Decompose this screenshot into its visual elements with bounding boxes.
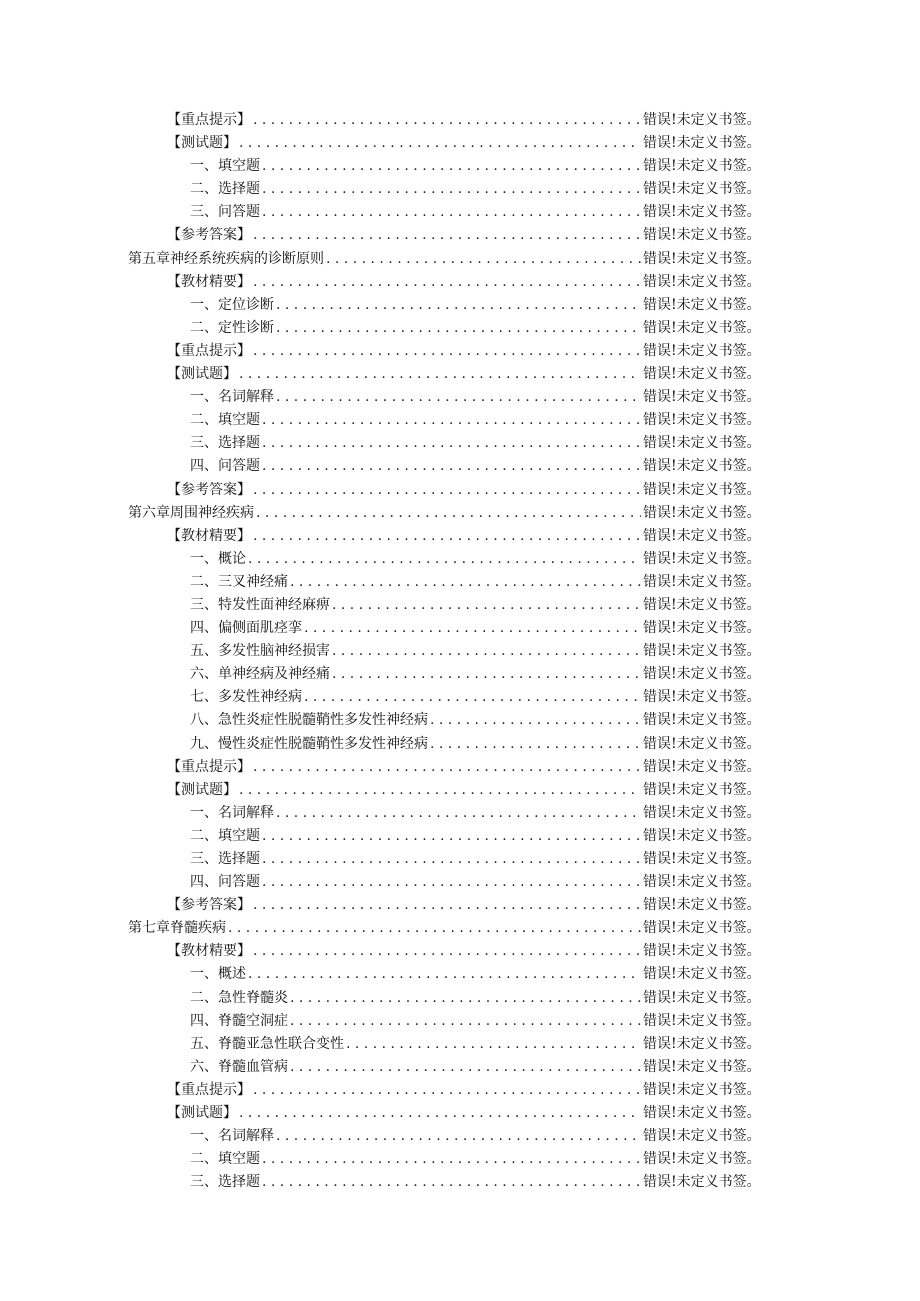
toc-entry[interactable]: [0, 779, 766, 802]
toc-entry[interactable]: [0, 109, 766, 132]
toc-entry-label: 七、多发性神经病: [190, 689, 302, 706]
toc-entry[interactable]: [0, 594, 766, 617]
toc-page-reference: 错误!未定义书签。: [643, 250, 761, 267]
toc-dot-leader: [276, 802, 641, 825]
toc-page-reference: 错误!未定义书签。: [643, 204, 761, 221]
toc-entry[interactable]: [0, 686, 766, 709]
toc-page-reference: 错误!未定义书签。: [643, 366, 761, 383]
toc-dot-leader: [290, 1056, 641, 1079]
toc-entry-label: 一、概述: [190, 966, 246, 983]
toc-page-reference: 错误!未定义书签。: [643, 943, 761, 960]
toc-page-reference: 错误!未定义书签。: [643, 481, 761, 498]
toc-dot-leader: [248, 548, 641, 571]
toc-dot-leader: [253, 271, 641, 294]
toc-entry[interactable]: [0, 802, 766, 825]
toc-entry[interactable]: [0, 571, 766, 594]
toc-page-reference: 错误!未定义书签。: [643, 112, 761, 128]
toc-entry-label: 二、急性脊髓炎: [190, 989, 288, 1006]
toc-entry-label: 【参考答案】: [167, 227, 251, 244]
toc-entry[interactable]: [0, 132, 766, 155]
toc-page-reference: 错误!未定义书签。: [643, 319, 761, 336]
toc-entry-label: 一、填空题: [190, 158, 260, 175]
toc-entry-label: 三、选择题: [190, 435, 260, 452]
toc-entry-list: [0, 109, 766, 1194]
toc-page-reference: 错误!未定义书签。: [643, 620, 761, 637]
toc-entry-label: 【测试题】: [167, 135, 237, 152]
toc-entry-label: 【参考答案】: [167, 897, 251, 914]
toc-dot-leader: [262, 178, 641, 201]
toc-dot-leader: [262, 871, 641, 894]
toc-dot-leader: [262, 848, 641, 871]
toc-entry[interactable]: [0, 1079, 766, 1102]
toc-entry-label: 【测试题】: [167, 1105, 237, 1122]
toc-dot-leader: [276, 1125, 641, 1148]
toc-entry[interactable]: [0, 224, 766, 247]
toc-entry[interactable]: [0, 294, 766, 317]
toc-entry-label: 一、名词解释: [190, 1128, 274, 1145]
toc-entry-label: 【测试题】: [167, 781, 237, 798]
toc-entry[interactable]: [0, 178, 766, 201]
toc-entry-label: 二、填空题: [190, 412, 260, 429]
toc-dot-leader: [304, 617, 641, 640]
toc-entry[interactable]: [0, 709, 766, 732]
toc-entry[interactable]: [0, 155, 766, 178]
toc-page-reference: 错误!未定义书签。: [643, 1128, 761, 1145]
toc-entry-label: 二、三叉神经痛: [190, 573, 288, 590]
toc-dot-leader: [262, 155, 641, 178]
toc-dot-leader: [248, 963, 641, 986]
toc-dot-leader: [253, 525, 641, 548]
toc-dot-leader: [239, 1102, 641, 1125]
toc-entry[interactable]: [0, 617, 766, 640]
toc-page-reference: 错误!未定义书签。: [643, 1174, 761, 1191]
toc-page-reference: 错误!未定义书签。: [643, 827, 761, 844]
toc-page-reference: 错误!未定义书签。: [643, 989, 761, 1006]
toc-entry-label: 二、填空题: [190, 1151, 260, 1168]
toc-page-reference: 错误!未定义书签。: [643, 1105, 761, 1122]
toc-page-reference: 错误!未定义书签。: [643, 1012, 761, 1029]
toc-page-reference: 错误!未定义书签。: [643, 712, 761, 729]
toc-page-reference: 错误!未定义书签。: [643, 851, 761, 867]
toc-entry-label: 三、选择题: [190, 851, 260, 867]
toc-dot-leader: [253, 224, 641, 247]
toc-dot-leader: [276, 386, 641, 409]
toc-entry-label: 【参考答案】: [167, 481, 251, 498]
toc-entry[interactable]: [0, 432, 766, 455]
toc-entry-label: 三、选择题: [190, 1174, 260, 1191]
toc-dot-leader: [276, 317, 641, 340]
toc-entry[interactable]: [0, 940, 766, 963]
toc-entry[interactable]: [0, 894, 766, 917]
toc-page-reference: 错误!未定义书签。: [643, 666, 761, 683]
toc-entry-label: 四、脊髓空洞症: [190, 1012, 288, 1029]
toc-entry-label: 三、特发性面神经麻痹: [190, 596, 330, 613]
toc-entry-label: 【重点提示】: [167, 1081, 251, 1098]
toc-dot-leader: [253, 756, 641, 779]
toc-entry[interactable]: [0, 756, 766, 779]
toc-entry-label: 一、定位诊断: [190, 296, 274, 313]
toc-page-reference: 错误!未定义书签。: [643, 897, 761, 914]
toc-dot-leader: [262, 455, 641, 478]
toc-entry[interactable]: [0, 917, 766, 940]
toc-entry[interactable]: [0, 1033, 766, 1056]
toc-dot-leader: [253, 1079, 641, 1102]
toc-entry-label: 六、单神经病及神经痛: [190, 666, 330, 683]
toc-page-reference: 错误!未定义书签。: [643, 158, 761, 175]
toc-entry-label: 二、定性诊断: [190, 319, 274, 336]
toc-dot-leader: [228, 917, 641, 940]
toc-page-reference: 错误!未定义书签。: [643, 227, 761, 244]
toc-entry-label: 【重点提示】: [167, 342, 251, 359]
toc-dot-leader: [332, 640, 641, 663]
toc-dot-leader: [253, 340, 641, 363]
toc-entry[interactable]: [0, 1125, 766, 1148]
toc-entry[interactable]: [0, 1056, 766, 1079]
toc-entry[interactable]: [0, 640, 766, 663]
toc-entry-label: 一、名词解释: [190, 389, 274, 406]
toc-dot-leader: [239, 363, 641, 386]
toc-page-reference: 错误!未定义书签。: [643, 1081, 761, 1098]
toc-dot-leader: [262, 409, 641, 432]
toc-entry-label: 四、偏侧面肌痉挛: [190, 620, 302, 637]
toc-entry[interactable]: [0, 1148, 766, 1171]
toc-entry-label: 【教材精要】: [167, 273, 251, 290]
toc-page-reference: 错误!未定义书签。: [643, 273, 761, 290]
toc-dot-leader: [262, 1171, 641, 1194]
toc-dot-leader: [276, 294, 641, 317]
toc-entry[interactable]: [0, 1171, 766, 1194]
toc-page-reference: 错误!未定义书签。: [643, 135, 761, 152]
toc-entry-label: 五、脊髓亚急性联合变性: [190, 1035, 344, 1052]
toc-page-reference: 错误!未定义书签。: [643, 1151, 761, 1168]
toc-entry[interactable]: [0, 479, 766, 502]
toc-entry-label: 【测试题】: [167, 366, 237, 383]
toc-entry[interactable]: [0, 733, 766, 756]
toc-page-reference: 错误!未定义书签。: [643, 389, 761, 406]
toc-entry[interactable]: [0, 963, 766, 986]
toc-dot-leader: [304, 686, 641, 709]
toc-page-reference: 错误!未定义书签。: [643, 643, 761, 660]
toc-dot-leader: [262, 825, 641, 848]
toc-page-reference: 错误!未定义书签。: [643, 874, 761, 891]
toc-entry-label: 第七章脊髓疾病: [128, 920, 226, 937]
toc-entry-label: 九、慢性炎症性脱髓鞘性多发性神经病: [190, 735, 428, 752]
toc-page-reference: 错误!未定义书签。: [643, 1058, 761, 1075]
toc-entry[interactable]: [0, 663, 766, 686]
toc-entry-label: 四、问答题: [190, 458, 260, 475]
toc-page-reference: 错误!未定义书签。: [643, 296, 761, 313]
toc-page-reference: 错误!未定义书签。: [643, 735, 761, 752]
toc-entry-label: 二、选择题: [190, 181, 260, 198]
toc-entry-label: 四、问答题: [190, 874, 260, 891]
toc-page-reference: 错误!未定义书签。: [643, 573, 761, 590]
toc-page-reference: 错误!未定义书签。: [643, 412, 761, 429]
toc-entry-label: 六、脊髓血管病: [190, 1058, 288, 1075]
toc-entry[interactable]: [0, 386, 766, 409]
toc-dot-leader: [290, 987, 641, 1010]
toc-entry-label: 五、多发性脑神经损害: [190, 643, 330, 660]
toc-entry-label: 一、名词解释: [190, 804, 274, 821]
toc-dot-leader: [262, 432, 641, 455]
toc-entry[interactable]: [0, 1010, 766, 1033]
toc-entry[interactable]: [0, 825, 766, 848]
toc-entry[interactable]: [0, 848, 766, 871]
toc-entry-label: 【重点提示】: [167, 112, 251, 128]
toc-page-reference: 错误!未定义书签。: [643, 596, 761, 613]
toc-entry[interactable]: [0, 409, 766, 432]
toc-entry-label: 【重点提示】: [167, 758, 251, 775]
toc-page-reference: 错误!未定义书签。: [643, 527, 761, 544]
toc-dot-leader: [332, 594, 641, 617]
toc-entry[interactable]: [0, 271, 766, 294]
toc-entry[interactable]: [0, 455, 766, 478]
toc-page-reference: 错误!未定义书签。: [643, 181, 761, 198]
toc-entry[interactable]: [0, 1102, 766, 1125]
toc-dot-leader: [253, 479, 641, 502]
toc-entry[interactable]: [0, 502, 766, 525]
toc-entry[interactable]: [0, 317, 766, 340]
toc-page-reference: 错误!未定义书签。: [643, 458, 761, 475]
toc-entry-label: 第五章神经系统疾病的诊断原则: [128, 250, 324, 267]
toc-dot-leader: [239, 779, 641, 802]
toc-entry-label: 第六章周围神经疾病: [128, 504, 254, 521]
toc-entry-label: 八、急性炎症性脱髓鞘性多发性神经病: [190, 712, 428, 729]
toc-entry[interactable]: [0, 871, 766, 894]
toc-dot-leader: [256, 502, 641, 525]
toc-page-reference: 错误!未定义书签。: [643, 1035, 761, 1052]
toc-entry-label: 【教材精要】: [167, 943, 251, 960]
toc-dot-leader: [346, 1033, 641, 1056]
toc-entry[interactable]: [0, 201, 766, 224]
toc-page-reference: 错误!未定义书签。: [643, 550, 761, 567]
toc-dot-leader: [332, 663, 641, 686]
toc-page-reference: 错误!未定义书签。: [643, 504, 761, 521]
toc-page-reference: 错误!未定义书签。: [643, 966, 761, 983]
toc-page-reference: 错误!未定义书签。: [643, 920, 761, 937]
toc-dot-leader: [326, 248, 641, 271]
toc-entry[interactable]: [0, 987, 766, 1010]
toc-dot-leader: [253, 940, 641, 963]
toc-page-reference: 错误!未定义书签。: [643, 781, 761, 798]
toc-dot-leader: [290, 1010, 641, 1033]
toc-dot-leader: [290, 571, 641, 594]
toc-entry[interactable]: [0, 363, 766, 386]
toc-entry[interactable]: [0, 525, 766, 548]
toc-dot-leader: [430, 733, 641, 756]
toc-entry[interactable]: [0, 548, 766, 571]
toc-entry[interactable]: [0, 340, 766, 363]
toc-page-reference: 错误!未定义书签。: [643, 758, 761, 775]
toc-entry-label: 【教材精要】: [167, 527, 251, 544]
toc-dot-leader: [253, 894, 641, 917]
toc-dot-leader: [262, 1148, 641, 1171]
toc-dot-leader: [430, 709, 641, 732]
toc-dot-leader: [239, 132, 641, 155]
toc-entry-label: 一、概论: [190, 550, 246, 567]
toc-dot-leader: [253, 109, 641, 132]
toc-page-reference: 错误!未定义书签。: [643, 689, 761, 706]
toc-page-reference: 错误!未定义书签。: [643, 804, 761, 821]
toc-entry-label: 三、问答题: [190, 204, 260, 221]
toc-page-reference: 错误!未定义书签。: [643, 342, 761, 359]
toc-page-reference: 错误!未定义书签。: [643, 435, 761, 452]
toc-entry[interactable]: [0, 248, 766, 271]
toc-entry-label: 二、填空题: [190, 827, 260, 844]
toc-dot-leader: [262, 201, 641, 224]
